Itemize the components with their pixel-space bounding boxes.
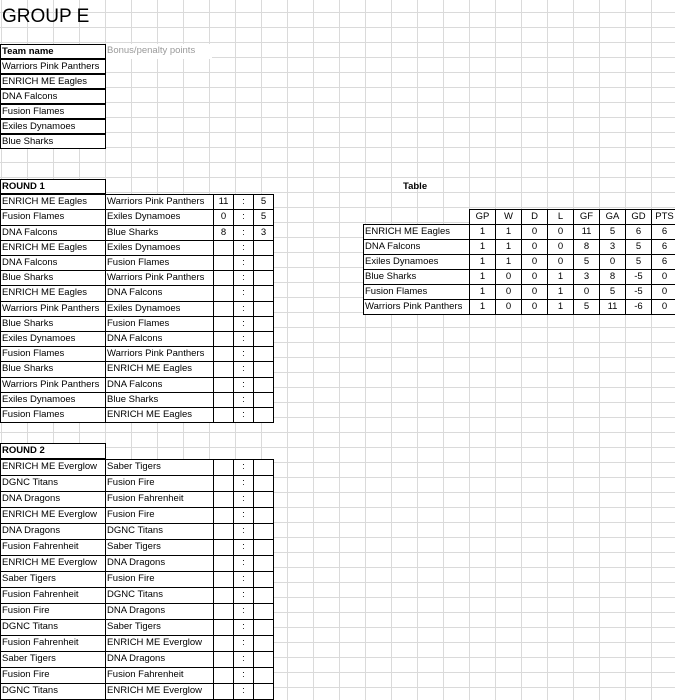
standings-value-cell[interactable]: 0 [521,224,548,240]
standings-value-cell[interactable]: 0 [651,269,675,285]
away-team-cell[interactable]: DNA Dragons [105,555,214,572]
home-score-cell[interactable] [213,240,234,256]
away-score-cell[interactable] [253,587,274,604]
away-team-cell[interactable]: DNA Falcons [105,285,214,301]
score-separator: : [233,301,254,317]
away-team-cell[interactable]: Fusion Flames [105,316,214,332]
away-score-cell[interactable]: 5 [253,209,274,225]
home-score-cell[interactable] [213,270,234,286]
home-score-cell[interactable] [213,285,234,301]
home-team-cell[interactable]: DGNC Titans [0,619,106,636]
standings-col-header[interactable]: GD [625,209,652,225]
away-team-cell[interactable]: ENRICH ME Eagles [105,361,214,377]
away-team-cell[interactable]: Fusion Fire [105,507,214,524]
away-score-cell[interactable] [253,555,274,572]
standings-team-cell[interactable]: Fusion Flames [363,284,470,300]
away-score-cell[interactable] [253,619,274,636]
away-score-cell[interactable] [253,603,274,620]
home-team-cell[interactable]: DNA Falcons [0,225,106,241]
standings-value-cell[interactable]: 6 [651,224,675,240]
group-title[interactable]: GROUP E [2,6,90,27]
away-score-cell[interactable] [253,361,274,377]
away-score-cell[interactable] [253,240,274,256]
away-team-cell[interactable]: Blue Sharks [105,392,214,408]
home-team-cell[interactable]: DNA Dragons [0,523,106,540]
standings-value-cell[interactable]: 0 [521,299,548,315]
away-score-cell[interactable] [253,407,274,423]
standings-value-cell[interactable]: 0 [521,269,548,285]
away-score-cell[interactable] [253,285,274,301]
away-score-cell[interactable] [253,635,274,652]
standings-col-header[interactable]: D [521,209,548,225]
home-team-cell[interactable]: DNA Dragons [0,491,106,508]
score-separator: : [233,587,254,604]
away-score-cell[interactable] [253,523,274,540]
home-team-cell[interactable]: Fusion Fire [0,603,106,620]
home-team-cell[interactable]: ENRICH ME Everglow [0,459,106,476]
standings-value-cell[interactable]: 0 [547,239,574,255]
away-score-cell[interactable] [253,392,274,408]
home-team-cell[interactable]: DGNC Titans [0,475,106,492]
away-team-cell[interactable]: DNA Falcons [105,377,214,393]
home-score-cell[interactable] [213,523,234,540]
away-score-cell[interactable] [253,667,274,684]
standings-value-cell[interactable]: 5 [573,254,600,270]
away-team-cell[interactable]: ENRICH ME Eagles [105,407,214,423]
home-team-cell[interactable]: Fusion Flames [0,346,106,362]
score-separator: : [233,555,254,572]
standings-team-cell[interactable]: Blue Sharks [363,269,470,285]
away-team-cell[interactable]: Warriors Pink Panthers [105,270,214,286]
home-score-cell[interactable] [213,507,234,524]
score-separator: : [233,240,254,256]
score-separator: : [233,683,254,700]
standings-value-cell[interactable]: 0 [521,254,548,270]
score-separator: : [233,635,254,652]
score-separator: : [233,346,254,362]
standings-value-cell[interactable]: 5 [625,254,652,270]
away-score-cell[interactable] [253,377,274,393]
standings-value-cell[interactable]: 1 [469,269,496,285]
away-team-cell[interactable]: Blue Sharks [105,225,214,241]
away-score-cell[interactable] [253,507,274,524]
standings-value-cell[interactable]: 1 [469,224,496,240]
home-team-cell[interactable]: Warriors Pink Panthers [0,377,106,393]
home-score-cell[interactable]: 11 [213,194,234,210]
standings-value-cell[interactable]: 1 [547,284,574,300]
home-score-cell[interactable] [213,377,234,393]
standings-value-cell[interactable]: 5 [599,284,626,300]
standings-team-cell[interactable]: Exiles Dynamoes [363,254,470,270]
away-score-cell[interactable]: 5 [253,194,274,210]
standings-col-header[interactable]: GP [469,209,496,225]
team-name-cell[interactable]: Warriors Pink Panthers [0,59,106,74]
away-team-cell[interactable]: ENRICH ME Everglow [105,635,214,652]
home-team-cell[interactable]: ENRICH ME Eagles [0,285,106,301]
standings-team-cell[interactable]: Warriors Pink Panthers [363,299,470,315]
away-team-cell[interactable]: DGNC Titans [105,587,214,604]
home-team-cell[interactable]: Blue Sharks [0,361,106,377]
home-score-cell[interactable]: 0 [213,209,234,225]
home-team-cell[interactable]: Blue Sharks [0,270,106,286]
home-team-cell[interactable]: Saber Tigers [0,571,106,588]
away-score-cell[interactable] [253,346,274,362]
score-separator: : [233,507,254,524]
standings-title[interactable]: Table [403,181,428,192]
standings-value-cell[interactable]: 0 [651,299,675,315]
home-team-cell[interactable]: DNA Falcons [0,255,106,271]
score-separator: : [233,667,254,684]
standings-col-header[interactable]: L [547,209,574,225]
home-team-cell[interactable]: DGNC Titans [0,683,106,700]
home-score-cell[interactable]: 8 [213,225,234,241]
away-team-cell[interactable]: Warriors Pink Panthers [105,194,214,210]
round-label[interactable]: ROUND 2 [0,443,106,459]
standings-value-cell[interactable]: 1 [495,224,522,240]
standings-value-cell[interactable]: 1 [495,254,522,270]
round-label[interactable]: ROUND 1 [0,179,106,194]
standings-team-cell[interactable]: DNA Falcons [363,239,470,255]
away-score-cell[interactable] [253,270,274,286]
score-separator: : [233,361,254,377]
team-name-cell[interactable]: DNA Falcons [0,89,106,104]
standings-col-header[interactable]: PTS [651,209,675,225]
away-team-cell[interactable]: Exiles Dynamoes [105,240,214,256]
standings-value-cell[interactable]: 1 [469,239,496,255]
score-separator: : [233,270,254,286]
away-score-cell[interactable] [253,571,274,588]
standings-col-header[interactable]: W [495,209,522,225]
score-separator: : [233,459,254,476]
standings-value-cell[interactable]: 3 [573,269,600,285]
home-team-cell[interactable]: Exiles Dynamoes [0,392,106,408]
standings-value-cell[interactable]: 5 [599,224,626,240]
team-name-cell[interactable]: Fusion Flames [0,104,106,119]
away-team-cell[interactable]: DGNC Titans [105,523,214,540]
home-score-cell[interactable] [213,635,234,652]
standings-value-cell[interactable]: 6 [625,224,652,240]
score-separator: : [233,491,254,508]
standings-value-cell[interactable]: 11 [599,299,626,315]
standings-value-cell[interactable]: 11 [573,224,600,240]
home-score-cell[interactable] [213,407,234,423]
team-name-cell[interactable]: Exiles Dynamoes [0,119,106,134]
home-score-cell[interactable] [213,392,234,408]
home-score-cell[interactable] [213,475,234,492]
away-team-cell[interactable]: Saber Tigers [105,539,214,556]
home-score-cell[interactable] [213,683,234,700]
home-team-cell[interactable]: Blue Sharks [0,316,106,332]
standings-value-cell[interactable]: 0 [547,254,574,270]
home-score-cell[interactable] [213,571,234,588]
away-score-cell[interactable]: 3 [253,225,274,241]
standings-value-cell[interactable]: 1 [495,239,522,255]
standings-value-cell[interactable]: 0 [573,284,600,300]
away-team-cell[interactable]: DNA Falcons [105,331,214,347]
score-separator: : [233,651,254,668]
standings-value-cell[interactable]: 1 [469,299,496,315]
team-name-cell[interactable]: Blue Sharks [0,134,106,149]
standings-value-cell[interactable]: -5 [625,284,652,300]
away-team-cell[interactable]: Fusion Fahrenheit [105,491,214,508]
home-team-cell[interactable]: Fusion Fire [0,667,106,684]
standings-value-cell[interactable]: 0 [495,299,522,315]
home-team-cell[interactable]: ENRICH ME Everglow [0,507,106,524]
away-team-cell[interactable]: Saber Tigers [105,619,214,636]
bonus-points-header[interactable]: Bonus/penalty points [106,44,212,59]
standings-value-cell[interactable]: 5 [573,299,600,315]
home-team-cell[interactable]: ENRICH ME Eagles [0,194,106,210]
standings-value-cell[interactable]: -6 [625,299,652,315]
away-team-cell[interactable]: Fusion Fire [105,475,214,492]
away-score-cell[interactable] [253,301,274,317]
standings-col-header[interactable]: GA [599,209,626,225]
home-team-cell[interactable]: Saber Tigers [0,651,106,668]
standings-value-cell[interactable]: 0 [521,239,548,255]
score-separator: : [233,475,254,492]
standings-value-cell[interactable]: 0 [599,254,626,270]
home-score-cell[interactable] [213,491,234,508]
standings-value-cell[interactable]: 6 [651,254,675,270]
away-score-cell[interactable] [253,491,274,508]
standings-team-cell[interactable]: ENRICH ME Eagles [363,224,470,240]
home-score-cell[interactable] [213,651,234,668]
away-team-cell[interactable]: DNA Dragons [105,651,214,668]
home-score-cell[interactable] [213,361,234,377]
score-separator: : [233,571,254,588]
team-name-cell[interactable]: ENRICH ME Eagles [0,74,106,89]
home-score-cell[interactable] [213,316,234,332]
standings-value-cell[interactable]: 6 [651,239,675,255]
home-score-cell[interactable] [213,539,234,556]
away-score-cell[interactable] [253,475,274,492]
home-score-cell[interactable] [213,667,234,684]
away-team-cell[interactable]: Exiles Dynamoes [105,301,214,317]
standings-value-cell[interactable]: 1 [547,299,574,315]
away-team-cell[interactable]: Fusion Fire [105,571,214,588]
home-team-cell[interactable]: Fusion Fahrenheit [0,587,106,604]
score-separator: : [233,194,254,210]
home-score-cell[interactable] [213,587,234,604]
score-separator: : [233,619,254,636]
standings-value-cell[interactable]: 0 [495,284,522,300]
home-score-cell[interactable] [213,331,234,347]
score-separator: : [233,255,254,271]
away-score-cell[interactable] [253,651,274,668]
home-score-cell[interactable] [213,255,234,271]
standings-value-cell[interactable]: 8 [599,269,626,285]
away-team-cell[interactable]: ENRICH ME Everglow [105,683,214,700]
score-separator: : [233,331,254,347]
home-score-cell[interactable] [213,555,234,572]
home-score-cell[interactable] [213,603,234,620]
home-team-cell[interactable]: Fusion Flames [0,209,106,225]
score-separator: : [233,539,254,556]
score-separator: : [233,392,254,408]
home-team-cell[interactable]: ENRICH ME Eagles [0,240,106,256]
score-separator: : [233,603,254,620]
score-separator: : [233,316,254,332]
score-separator: : [233,407,254,423]
away-score-cell[interactable] [253,331,274,347]
home-team-cell[interactable]: ENRICH ME Everglow [0,555,106,572]
score-separator: : [233,209,254,225]
away-team-cell[interactable]: Saber Tigers [105,459,214,476]
away-score-cell[interactable] [253,539,274,556]
away-team-cell[interactable]: Warriors Pink Panthers [105,346,214,362]
standings-value-cell[interactable]: 1 [547,269,574,285]
home-team-cell[interactable]: Exiles Dynamoes [0,331,106,347]
standings-value-cell[interactable]: 3 [599,239,626,255]
home-team-cell[interactable]: Warriors Pink Panthers [0,301,106,317]
standings-value-cell[interactable]: -5 [625,269,652,285]
home-score-cell[interactable] [213,301,234,317]
standings-value-cell[interactable]: 5 [625,239,652,255]
home-team-cell[interactable]: Fusion Fahrenheit [0,635,106,652]
away-score-cell[interactable] [253,316,274,332]
away-team-cell[interactable]: Exiles Dynamoes [105,209,214,225]
home-score-cell[interactable] [213,346,234,362]
away-score-cell[interactable] [253,683,274,700]
standings-value-cell[interactable]: 8 [573,239,600,255]
standings-value-cell[interactable]: 0 [651,284,675,300]
away-team-cell[interactable]: Fusion Flames [105,255,214,271]
score-separator: : [233,377,254,393]
home-team-cell[interactable]: Fusion Flames [0,407,106,423]
standings-value-cell[interactable]: 1 [469,254,496,270]
standings-value-cell[interactable]: 1 [469,284,496,300]
score-separator: : [233,523,254,540]
home-score-cell[interactable] [213,619,234,636]
standings-value-cell[interactable]: 0 [521,284,548,300]
standings-value-cell[interactable]: 0 [495,269,522,285]
score-separator: : [233,285,254,301]
home-team-cell[interactable]: Fusion Fahrenheit [0,539,106,556]
home-score-cell[interactable] [213,459,234,476]
score-separator: : [233,225,254,241]
standings-value-cell[interactable]: 0 [547,224,574,240]
team-name-header[interactable]: Team name [0,44,106,59]
away-score-cell[interactable] [253,255,274,271]
away-team-cell[interactable]: DNA Dragons [105,603,214,620]
away-team-cell[interactable]: Fusion Fahrenheit [105,667,214,684]
standings-col-header[interactable]: GF [573,209,600,225]
away-score-cell[interactable] [253,459,274,476]
